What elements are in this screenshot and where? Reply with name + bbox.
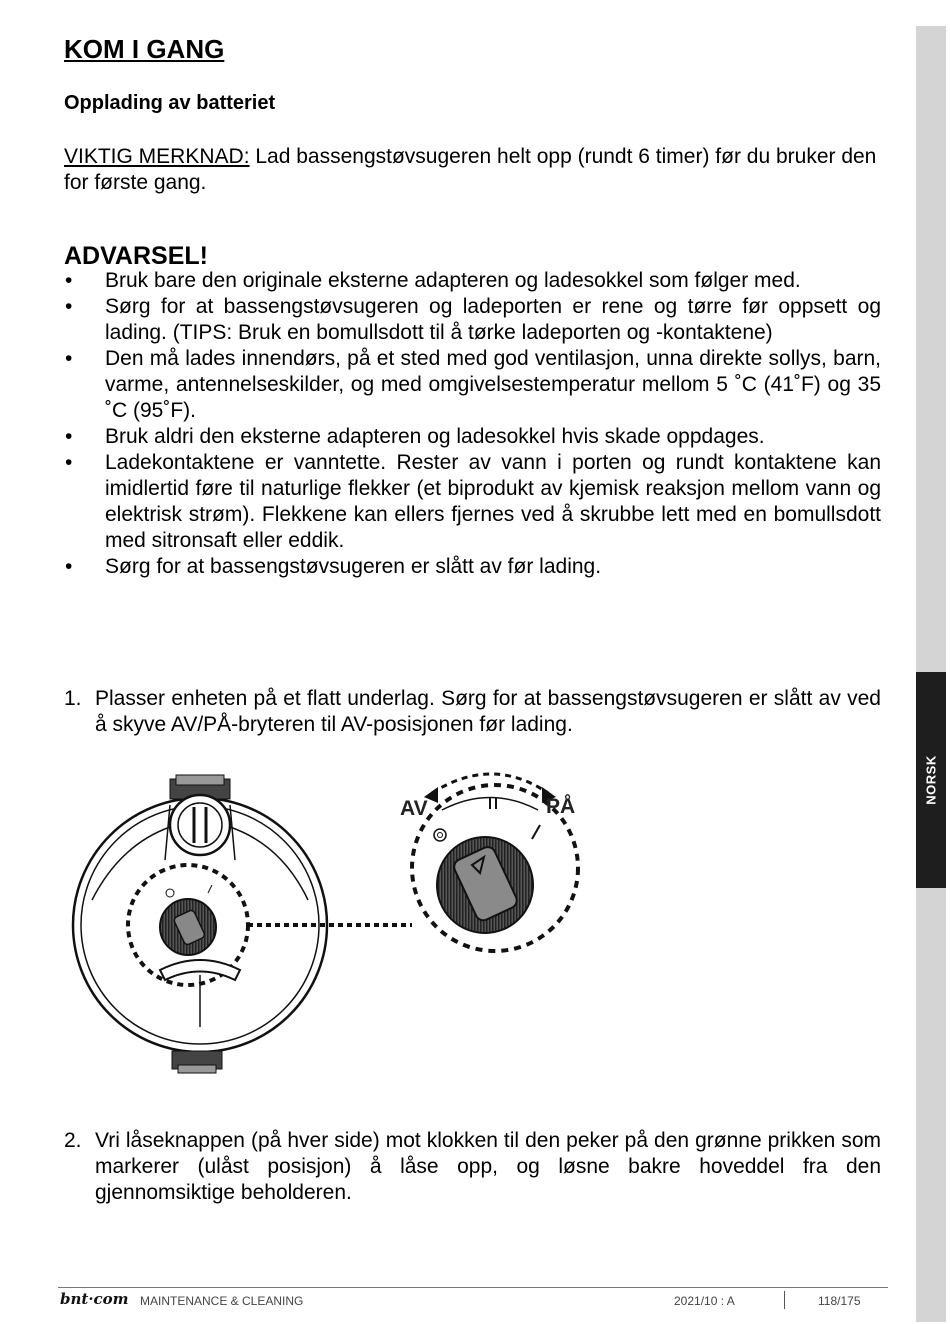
footer-version: 2021/10 : A — [674, 1294, 735, 1308]
warning-list — [64, 268, 881, 580]
language-tab — [916, 672, 946, 888]
step-text: Vri låseknappen (på hver side) mot klokken til den peker på den grønne prikken som markerer (ulåst posisjon) å låse opp, og løsne bakre hoveddel fra den gjennomsiktige beholderen. — [95, 1129, 881, 1204]
important-note — [64, 144, 881, 196]
step-1 — [64, 686, 881, 738]
brand-logo: bnt·com — [60, 1290, 129, 1308]
step-text: Plasser enheten på et flatt underlag. Sørg for at bassengstøvsugeren er slått av ved å skyve AV/PÅ-bryteren til AV-posisjonen før lading. — [95, 687, 881, 736]
footer-section: MAINTENANCE & CLEANING — [140, 1294, 304, 1308]
step-2 — [64, 1128, 881, 1206]
section-subtitle: Opplading av batteriet — [64, 92, 276, 114]
important-note-label: VIKTIG MERKNAD: — [64, 145, 250, 168]
language-tab-label: NORSK — [923, 755, 939, 805]
label-on: PÅ — [546, 795, 576, 818]
step-number: 1. — [64, 687, 82, 710]
footer-divider — [58, 1287, 888, 1288]
warning-item: • Sørg for at bassengstøvsugeren og ladeporten er rene og tørre før oppsett og lading. (TIPS: Bruk en bomullsdott til å tørke ladeporten og -kontaktene) — [64, 294, 881, 346]
warning-title: ADVARSEL! — [64, 242, 208, 270]
page-title: KOM I GANG — [64, 34, 225, 64]
footer-separator — [784, 1291, 785, 1309]
label-off: AV — [400, 797, 428, 820]
important-note-text: Lad bassengstøvsugeren helt opp (rundt 6 timer) før du bruker den for første gang. — [64, 145, 877, 194]
switch-illustration — [60, 765, 600, 1085]
step-number: 2. — [64, 1129, 82, 1152]
warning-item: • Bruk bare den originale eksterne adapteren og ladesokkel som følger med. — [64, 268, 881, 294]
warning-item: • Ladekontaktene er vanntette. Rester av vann i porten og rundt kontaktene kan imidlertid føre til naturlige flekker (et biprodukt av kjemisk reaksjon mellom vann og elektrisk strøm). Flekkene kan ellers fjernes ved å skrubbe lett med en bomullsdott med sitronsaft eller eddik. — [64, 450, 881, 554]
warning-item: • Sørg for at bassengstøvsugeren er slått av før lading. — [64, 554, 881, 580]
warning-item: • Den må lades innendørs, på et sted med god ventilasjon, unna direkte sollys, barn, varme, antennelseskilder, og med omgivelsestemperatur mellom 5 ˚C (41˚F) og 35 ˚C (95˚F). — [64, 346, 881, 424]
warning-item: • Bruk aldri den eksterne adapteren og ladesokkel hvis skade oppdages. — [64, 424, 881, 450]
page-number: 118/175 — [818, 1294, 861, 1308]
